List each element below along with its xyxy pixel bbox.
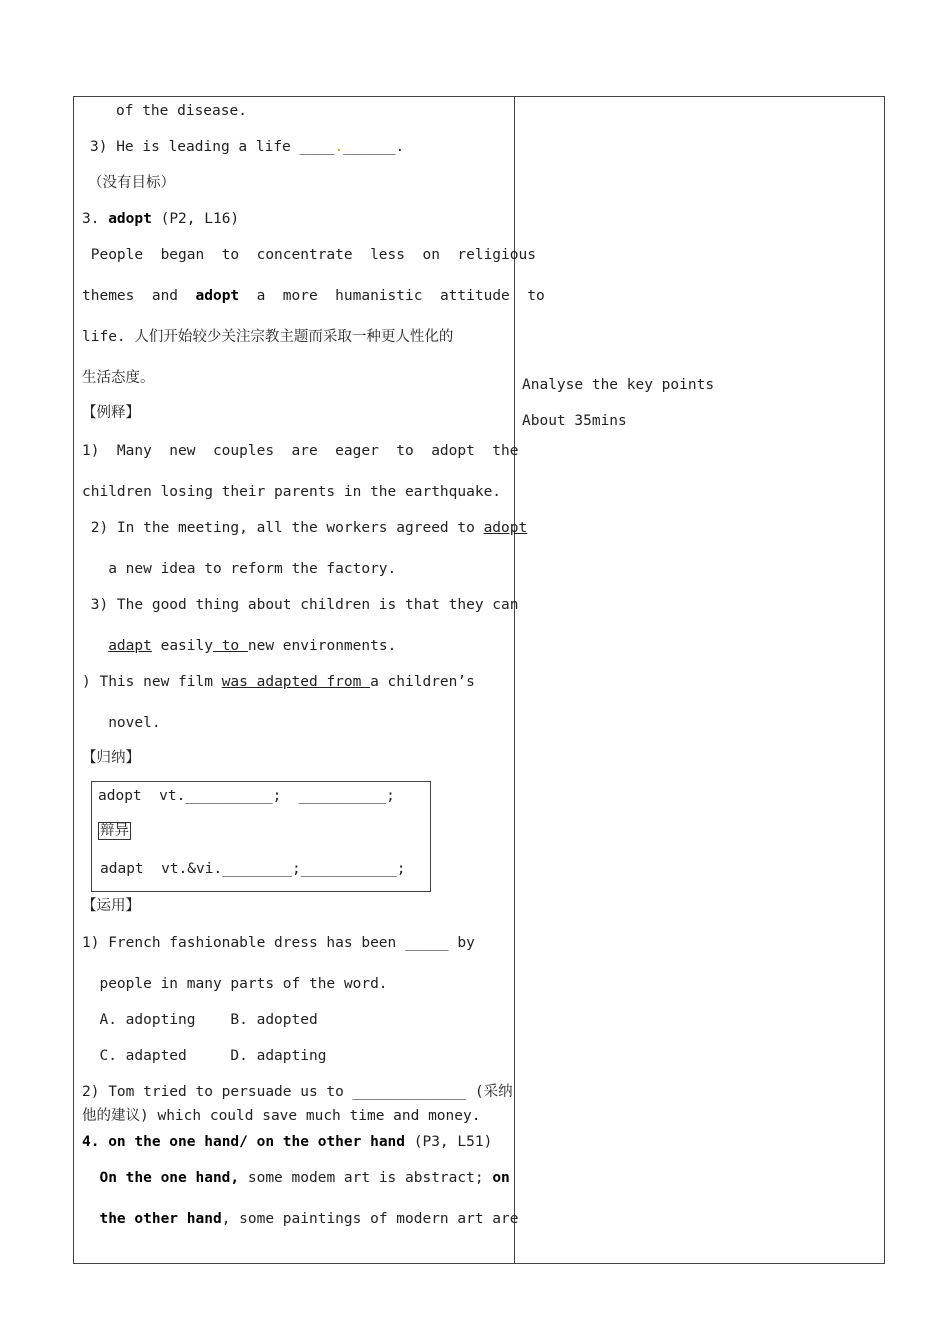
text-line: novel.	[82, 715, 161, 731]
text-line: People began to concentrate less on religious	[82, 247, 536, 263]
text-line: people in many parts of the word.	[82, 976, 388, 992]
item-heading: 3. adopt (P2, L16)	[82, 211, 240, 227]
section-heading: 【例释】	[82, 405, 140, 421]
text-line: A. adopting B. adopted	[82, 1012, 318, 1028]
text-line: 1) Many new couples are eager to adopt the	[82, 443, 519, 459]
column-divider	[514, 97, 515, 1263]
summary-line: adapt vt.&vi.________;___________;	[100, 861, 406, 877]
text-line: 2) In the meeting, all the workers agreed to adopt	[82, 520, 528, 536]
text-line: 3) The good thing about children is that they can	[82, 597, 519, 613]
text-line: adapt easily to new environments.	[108, 638, 397, 654]
text-line: 生活态度。	[82, 370, 155, 386]
text-line: 3) He is leading a life ____.______.	[90, 139, 405, 155]
text-line: （没有目标）	[88, 175, 175, 191]
text-line: life. 人们开始较少关注宗教主题而采取一种更人性化的	[82, 329, 454, 345]
text-line: 他的建议) which could save much time and money.	[82, 1108, 481, 1124]
text-line: of the disease.	[116, 103, 247, 119]
section-heading: 【运用】	[82, 898, 140, 914]
text-line: themes and adopt a more humanistic attitude to	[82, 288, 545, 304]
text-line: the other hand, some paintings of modern art are	[82, 1211, 519, 1227]
item-heading: 4. on the one hand/ on the other hand (P3, L51)	[82, 1134, 493, 1150]
time-label: About 35mins	[522, 413, 627, 429]
text-line: ) This new film was adapted from a children’s	[82, 674, 475, 690]
text-line: children losing their parents in the earthquake.	[82, 484, 502, 500]
summary-label: 辩异	[100, 823, 129, 839]
text-line: 2) Tom tried to persuade us to _____________ (采纳	[82, 1084, 513, 1100]
activity-label: Analyse the key points	[522, 377, 715, 393]
lesson-table	[73, 96, 885, 1264]
text-line: On the one hand, some modem art is abstract; on	[82, 1170, 510, 1186]
text-line: a new idea to reform the factory.	[82, 561, 397, 577]
text-line: 1) French fashionable dress has been _____ by	[82, 935, 475, 951]
section-heading: 【归纳】	[82, 750, 140, 766]
summary-line: adopt vt.__________; __________;	[98, 788, 395, 804]
text-line: C. adapted D. adapting	[82, 1048, 327, 1064]
summary-box	[91, 781, 431, 892]
